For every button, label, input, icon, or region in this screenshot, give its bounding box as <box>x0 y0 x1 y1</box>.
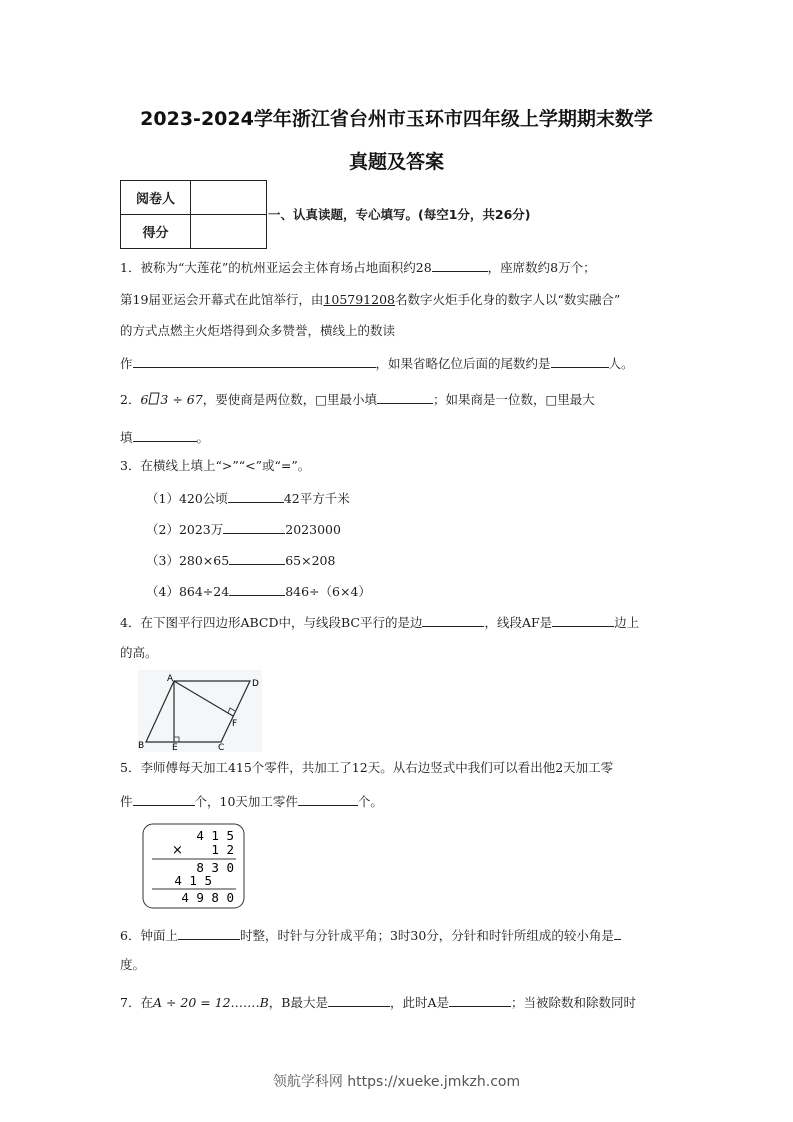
q3-item-1-right: 42平方千米 <box>283 491 350 506</box>
label-b: B <box>138 741 145 751</box>
q3-item-3-right: 65×208 <box>285 553 336 568</box>
q4-line2: 的高。 <box>120 645 158 660</box>
q7-expr: A ÷ 20 = 12.……B <box>152 995 269 1010</box>
reviewer-label: 阅卷人 <box>121 181 191 215</box>
q3-item-4-right: 846÷（6×4） <box>285 584 371 599</box>
q6-line2: 度。 <box>120 957 146 972</box>
calc-row2: 1 2 <box>211 842 234 857</box>
q4-text-c: 边上 <box>614 615 640 630</box>
q7-text-b: ，此时A是 <box>389 995 450 1010</box>
q2-text-b: ；如果商是一位数，□里最大 <box>433 392 595 407</box>
q2-text-a: ，要使商是两位数，□里最小填 <box>202 392 377 407</box>
q3-blank-4 <box>229 582 285 596</box>
q2-prefix: 2． <box>120 392 141 407</box>
q4-text-a: 4．在下图平行四边形ABCD中，与线段BC平行的是边 <box>120 615 423 630</box>
q3-item-1-left: （1）420公顷 <box>146 491 228 506</box>
q5-blank-2days <box>133 792 195 806</box>
q7-line1 <box>120 993 636 1011</box>
q3-item-2-left: （2）2023万 <box>146 522 224 537</box>
q7-blank-a <box>449 993 511 1007</box>
label-d: D <box>252 679 259 689</box>
q3-stem: 3．在横线上填上“>”“<”或“=”。 <box>120 458 311 473</box>
q4-blank-height <box>552 613 614 627</box>
q1-line1 <box>120 258 596 276</box>
calc-row4: 4 1 5 <box>174 873 212 888</box>
calc-row5: 4 9 8 0 <box>181 890 234 905</box>
q7-prefix: 7．在 <box>120 995 153 1010</box>
q2-text-c: 填 <box>120 430 133 445</box>
q1-blank-reading <box>133 354 376 368</box>
calc-times-sign: × <box>172 843 183 858</box>
label-e: E <box>172 743 178 752</box>
q5-line1: 5．李师傅每天加工415个零件，共加工了12天。从右边竖式中我们可以看出他2天加工零 <box>120 760 614 775</box>
q1-text-a: 1．被称为“大莲花”的杭州亚运会主体育场占地面积约28 <box>120 260 432 275</box>
q6-blank-hour <box>178 926 240 940</box>
q3-blank-1 <box>228 489 284 503</box>
q4-text-b: ，线段AF是 <box>484 615 553 630</box>
page-footer: 领航学科网 https://xueke.jmkzh.com <box>272 1074 521 1090</box>
score-cell <box>191 215 267 249</box>
q4-blank-parallel <box>422 613 484 627</box>
q5-text-b: 个，10天加工零件 <box>194 794 298 809</box>
q1-text-g: 人。 <box>608 356 634 371</box>
q6-text-b: 时整，时针与分针成平角；3时30分，分针和时针所组成的较小角是 <box>239 928 614 943</box>
q3-item-3-left: （3）280×65 <box>146 553 230 568</box>
q1-text-b: ，座席数约8万个； <box>487 260 596 275</box>
q2-line2 <box>120 428 209 446</box>
q3-item-4-left: （4）864÷24 <box>146 584 230 599</box>
q2-expr-a: 6 <box>140 392 149 407</box>
q3-item-2-right: 2023000 <box>285 522 341 537</box>
q7-text-c: ；当被除数和除数同时 <box>511 995 637 1010</box>
q3-item-2 <box>146 520 341 538</box>
vertical-multiplication-figure <box>142 823 245 909</box>
q2-line1 <box>120 390 595 408</box>
q6-text-a: 6．钟面上 <box>120 928 178 943</box>
reviewer-cell <box>191 181 267 215</box>
q2-blank-min <box>377 390 433 404</box>
q1-line2 <box>120 292 620 308</box>
q1-text-f: ，如果省略亿位后面的尾数约是 <box>375 356 551 371</box>
q2-blank-max <box>133 428 197 442</box>
q1-text-d: 名数字火炬手化身的数字人以“数实融合” <box>395 292 621 307</box>
q1-text-e: 作 <box>120 356 133 371</box>
q3-item-4 <box>146 582 371 600</box>
q1-line3: 的方式点燃主火炬塔得到众多赞誉，横线上的数读 <box>120 323 396 338</box>
q1-line4 <box>120 354 634 372</box>
q3-item-3 <box>146 551 335 569</box>
label-a: A <box>167 674 174 684</box>
q2-expr-b: 3 ÷ 67 <box>160 392 203 407</box>
q5-blank-10days <box>298 792 358 806</box>
parallelogram-figure <box>138 670 262 752</box>
document-title-line2: 真题及答案 <box>348 151 444 173</box>
document-title-line1: 2023-2024学年浙江省台州市玉环市四年级上学期期末数学 <box>140 108 653 130</box>
q5-text-c: 个。 <box>357 794 383 809</box>
q3-blank-3 <box>229 551 285 565</box>
label-c: C <box>218 743 225 752</box>
q4-line1 <box>120 613 639 631</box>
q1-text-c: 第19届亚运会开幕式在此馆举行，由 <box>120 292 324 307</box>
q2-box-icon <box>148 392 160 405</box>
calc-row1: 4 1 5 <box>196 828 234 843</box>
score-table <box>120 180 267 249</box>
q6-line1 <box>120 926 621 944</box>
label-f: F <box>232 719 238 729</box>
q5-line2 <box>120 792 383 810</box>
q2-text-d: 。 <box>196 430 210 445</box>
q3-blank-2 <box>223 520 285 534</box>
figure-background <box>138 670 262 752</box>
section1-heading: 一、认真读题，专心填写。(每空1分，共26分) <box>268 207 531 222</box>
q6-blank-angle <box>614 926 621 940</box>
q7-text-a: ，B最大是 <box>268 995 328 1010</box>
q3-item-1 <box>146 489 350 507</box>
q1-blank-unit <box>432 258 488 272</box>
q1-blank-approx <box>551 354 609 368</box>
calc-row3: 8 3 0 <box>196 860 234 875</box>
q5-text-a: 件 <box>120 794 133 809</box>
q7-blank-bmax <box>328 993 390 1007</box>
q1-number: 105791208 <box>323 292 395 307</box>
score-label: 得分 <box>121 215 191 249</box>
